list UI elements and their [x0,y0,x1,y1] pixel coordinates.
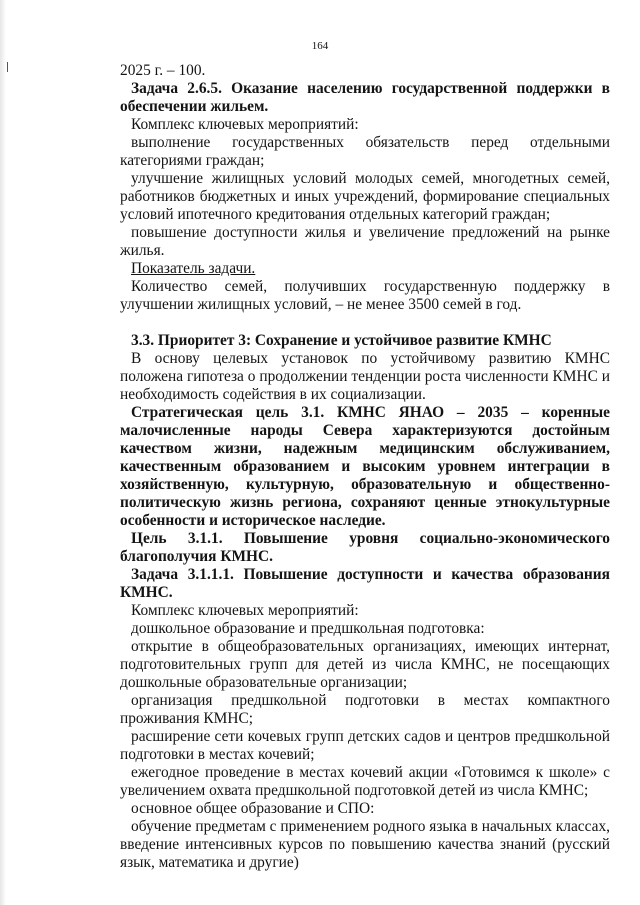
key-measures-label: Комплекс ключевых мероприятий: [131,116,359,133]
page-number: 164 [311,40,329,52]
indicator-paragraph: Количество семей, получивших государственную поддержку в улучшении жилищных условий, – не менее 3500 семей в год. [120,278,610,313]
measure-paragraph: улучшение жилищных условий молодых семей, многодетных семей, работников бюджетных и иных учреждений, формирование специальных условий ипотечного кредитования отдельных категорий граждан; [120,170,610,223]
paragraph-year-value: 2025 г. – 100. [120,62,206,79]
measure-paragraph: ежегодное проведение в местах кочевий акции «Готовимся к школе» с увеличением охвата предшкольной подготовкой детей из числа КМНС; [120,764,610,799]
measure-paragraph: открытие в общеобразовательных организациях, имеющих интернат, подготовительных групп для детей из числа КМНС, не посещающих дошкольные образовательные организации; [120,638,610,691]
document-body [120,62,610,872]
measure-paragraph: организация предшкольной подготовки в местах компактного проживания КМНС; [120,692,610,727]
section-gap [120,314,610,332]
measure-paragraph: расширение сети кочевых групп детских садов и центров предшкольной подготовки в местах кочевий; [120,728,610,763]
strategic-goal-paragraph: Стратегическая цель 3.1. КМНС ЯНАО – 2035 – коренные малочисленные народы Севера характеризуются достойным качеством жизни, надежным медицинским обслуживанием, качественным образованием и высоким уровнем интеграции в хозяйственную, культурную, образовательную и общественно-политическую жизнь региона, сохраняют ценные этнокультурные особенности и историческое наследие. [120,404,610,529]
task-indicator-text: Показатель задачи. [131,260,256,277]
scan-mark [7,62,8,72]
body-paragraph: В основу целевых установок по устойчивому развитию КМНС положена гипотеза о продолжении тенденции роста численности КМНС и необходимость содействия в их социализации. [120,350,610,403]
task-2-6-5-heading: Задача 2.6.5. Оказание населению государственной поддержки в обеспечении жильем. [120,80,610,115]
measure-paragraph: основное общее образование и СПО: [131,800,375,817]
priority-3-heading: 3.3. Приоритет 3: Сохранение и устойчивое развитие КМНС [131,332,552,349]
measure-paragraph: обучение предметам с применением родного языка в начальных классах, введение интенсивных курсов по повышению качества знаний (русский язык, математика и другие) [120,818,610,871]
measure-paragraph: дошкольное образование и предшкольная подготовка: [131,620,485,637]
task-indicator-label [120,260,610,278]
measure-paragraph: повышение доступности жилья и увеличение предложений на рынке жилья. [120,224,610,259]
scan-edge [0,0,6,905]
task-3-1-1-1-heading: Задача 3.1.1.1. Повышение доступности и качества образования КМНС. [120,566,610,601]
key-measures-label: Комплекс ключевых мероприятий: [131,602,359,619]
measure-paragraph: выполнение государственных обязательств перед отдельными категориями граждан; [120,134,610,169]
goal-3-1-1-heading: Цель 3.1.1. Повышение уровня социально-экономического благополучия КМНС. [120,530,610,565]
